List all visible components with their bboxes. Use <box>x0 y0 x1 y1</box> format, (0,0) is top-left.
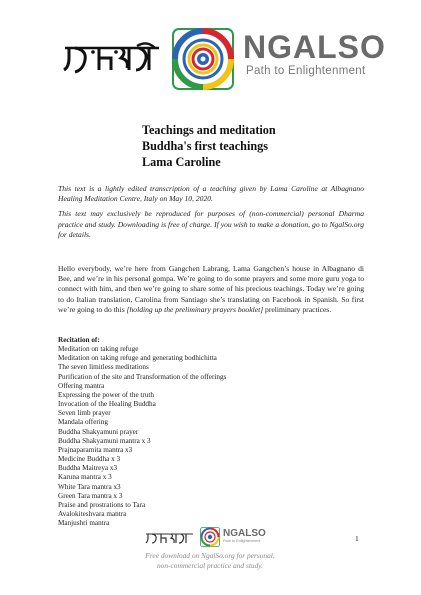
recitation-list <box>58 345 364 528</box>
list-item: The seven limitless meditations <box>58 363 149 372</box>
list-item: Invocation of the Healing Buddha <box>58 400 156 409</box>
brand-name: NGALSO <box>243 29 386 65</box>
intro-paragraph-2: This text may exclusively be reproduced for purposes of (non-commercial) personal Dharma practice and study. Downloading is free of charge. If you wish to make a donation, go to NgalSo.org for details. <box>58 209 364 239</box>
footer-note-line-2: non-commercial practice and study. <box>156 561 264 570</box>
list-item: Medicine Buddha x 3 <box>58 455 121 464</box>
page-number: 1 <box>355 534 359 543</box>
list-item: Buddha Maitreya x3 <box>58 464 118 473</box>
list-item: Green Tara mantra x 3 <box>58 491 123 500</box>
list-item: Offering mantra <box>58 381 105 390</box>
list-item: Meditation on taking refuge and generating bodhichitta <box>58 354 217 363</box>
body-text <box>58 264 364 315</box>
list-item: Karuna mantra x 3 <box>58 473 112 482</box>
body-paragraph-end: preliminary practices. <box>263 304 332 314</box>
title-line-3: Lama Caroline <box>142 155 221 169</box>
footer-mandala-icon <box>200 527 220 547</box>
title-line-1: Teachings and meditation <box>142 123 276 137</box>
footer-brand-tagline: Path to Enlightenment <box>223 539 261 543</box>
footer-note-line-1: Free download on NgalSo.org for personal, <box>145 551 275 560</box>
list-item: Buddha Shakyamuni mantra x 3 <box>58 436 151 445</box>
recitation-section <box>58 336 364 528</box>
title-block <box>142 122 276 170</box>
list-item: Meditation on taking refuge <box>58 345 139 354</box>
list-item: Expressing the power of the truth <box>58 390 155 399</box>
footer-note <box>120 551 300 571</box>
list-item: Buddha Shakyamuni prayer <box>58 427 139 436</box>
list-item: Avalokiteshvara mantra <box>58 509 127 518</box>
list-item: White Tara mantra x3 <box>58 482 121 491</box>
body-paragraph-1 <box>58 264 364 315</box>
footer-brand-name: NGALSO <box>223 528 266 539</box>
list-item: Seven limb prayer <box>58 409 111 418</box>
list-item: Praise and prostrations to Tara <box>58 500 146 509</box>
tibetan-logo-text <box>63 42 163 76</box>
body-paragraph-aside: [holding up the preliminary prayers booklet] <box>126 304 264 314</box>
list-item: Purification of the site and Transformation of the offerings <box>58 372 227 381</box>
header-logo <box>0 0 421 100</box>
recitation-heading: Recitation of: <box>58 336 100 344</box>
title-line-2: Buddha's first teachings <box>142 139 268 153</box>
footer-tibetan-logo <box>145 532 195 544</box>
list-item: Manjushri mantra <box>58 519 110 528</box>
list-item: Prajnaparamita mantra x3 <box>58 445 133 454</box>
intro-notice <box>58 184 364 245</box>
intro-paragraph-1: This text is a lightly edited transcription of a teaching given by Lama Caroline at Albagnano Healing Meditation Centre, Italy on May 10, 2020. <box>58 184 364 204</box>
mandala-logo-icon <box>171 27 235 91</box>
brand-tagline: Path to Enlightenment <box>246 65 366 77</box>
body-paragraph-text: Hello everybody, we’re here from Gangchen Labrang, Lama Gangchen’s house in Albagnano di Bee, and we’re in his personal gompa. We’re going to do some prayers and some more guru yoga to connect with him, and then we’re going to share some of his precious teachings. Today we’re going to do Italian translation, Carolina from Santiago she’s translating on Facebook in Spanish. So first we’re going to do this <box>58 264 364 314</box>
list-item: Mandala offering <box>58 418 108 427</box>
